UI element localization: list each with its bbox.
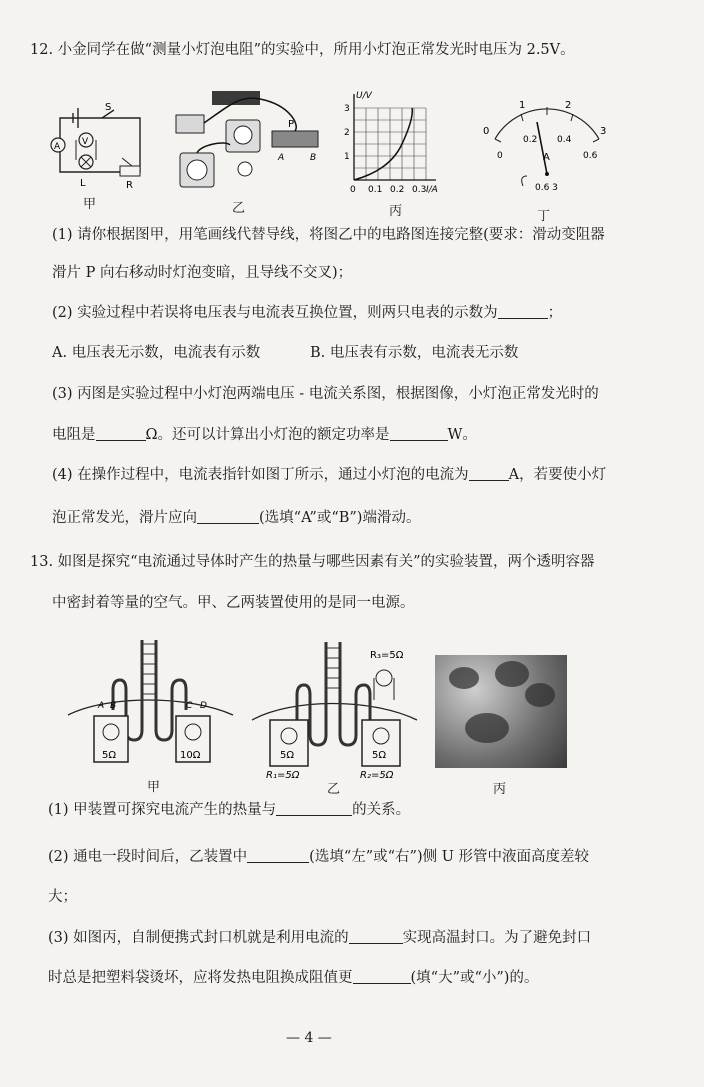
q12-option-a: A. 电压表无示数，电流表有示数	[52, 345, 261, 361]
sealer-photo	[435, 655, 567, 768]
svg-text:0: 0	[497, 151, 503, 161]
svg-text:0.1: 0.1	[368, 185, 383, 195]
q13-part2	[48, 847, 589, 867]
svg-text:A: A	[98, 701, 105, 711]
q12-option-b: B. 电压表有示数，电流表无示数	[310, 345, 519, 361]
svg-text:U/V: U/V	[356, 91, 372, 101]
q12-part2-blank[interactable]	[498, 303, 548, 319]
q12-circuit-diagram	[40, 100, 150, 190]
svg-text:3: 3	[600, 126, 607, 137]
svg-text:0.6: 0.6	[583, 151, 598, 161]
page-number: — 4 —	[286, 1030, 332, 1046]
q12-part3-text-b: Ω。还可以计算出小灯泡的额定功率是	[145, 427, 390, 443]
q13-fig-label-bing: 丙	[493, 782, 507, 797]
q13-intro-line1: 13. 如图是探究“电流通过导体时产生的热量与哪些因素有关”的实验装置，两个透明容器	[30, 554, 595, 570]
q13-part2-text-a: (2) 通电一段时间后，乙装置中	[48, 849, 248, 865]
fig-label-ding: 丁	[537, 209, 551, 224]
q13-part2-text-b: (选填“左”或“右”)侧 U 形管中液面高度差较	[309, 849, 590, 865]
svg-text:2: 2	[344, 128, 350, 138]
q12-part4-text-d: (选填“A”或“B”)端滑动。	[259, 510, 421, 526]
svg-text:0.2: 0.2	[390, 185, 405, 195]
q12-ammeter-dial	[475, 94, 615, 204]
q13-part3-text-b: 实现高温封口。为了避免封口	[402, 930, 592, 946]
svg-text:0.2: 0.2	[523, 135, 538, 145]
svg-text:1: 1	[519, 100, 526, 111]
q12-part2-tail: ；	[547, 305, 563, 321]
q13-fig-label-jia: 甲	[147, 780, 161, 795]
q13-part3-line1	[48, 928, 591, 948]
svg-text:D: D	[200, 701, 207, 711]
fig-label-yi: 乙	[232, 201, 246, 216]
svg-text:1: 1	[344, 152, 350, 162]
q12-slide-blank[interactable]	[197, 508, 259, 524]
q12-ui-graph	[340, 88, 450, 198]
q13-part3-text-d: (填“大”或“小”)的。	[410, 970, 539, 986]
q13-size-blank[interactable]	[353, 968, 411, 984]
svg-text:5Ω: 5Ω	[102, 750, 117, 761]
svg-text:B: B	[110, 701, 117, 711]
svg-text:R₁=5Ω: R₁=5Ω	[266, 770, 300, 781]
q12-part4-line1	[52, 465, 606, 485]
svg-text:5Ω: 5Ω	[280, 750, 295, 761]
q12-part4-line2	[52, 508, 420, 528]
q13-factor-blank[interactable]	[276, 800, 352, 816]
q12-part3-line1: (3) 丙图是实验过程中小灯泡两端电压 - 电流关系图，根据图像，小灯泡正常发光时的	[52, 386, 599, 402]
svg-text:R₃=5Ω: R₃=5Ω	[370, 650, 404, 661]
svg-text:0: 0	[483, 126, 490, 137]
svg-text:3: 3	[344, 104, 350, 114]
q12-part3-text-a: 电阻是	[52, 427, 96, 443]
q13-apparatus-yi	[252, 640, 422, 785]
q13-part1-text-b: 的关系。	[352, 802, 411, 818]
q13-part1-text-a: (1) 甲装置可探究电流产生的热量与	[48, 802, 277, 818]
q12-current-blank[interactable]	[469, 465, 509, 481]
q12-intro: 12. 小金同学在做“测量小灯泡电阻”的实验中，所用小灯泡正常发光时电压为 2.5V。	[30, 42, 575, 58]
svg-text:R₂=5Ω: R₂=5Ω	[360, 770, 394, 781]
q12-part2-text: (2) 实验过程中若误将电压表与电流表互换位置，则两只电表的示数为	[52, 305, 498, 321]
svg-text:2: 2	[565, 100, 572, 111]
svg-text:10Ω: 10Ω	[180, 750, 201, 761]
fig-label-bing: 丙	[389, 204, 403, 219]
svg-text:S: S	[105, 102, 112, 113]
q13-intro-line2: 中密封着等量的空气。甲、乙两装置使用的是同一电源。	[52, 595, 415, 611]
svg-text:A: A	[278, 153, 285, 163]
svg-text:0.6 3: 0.6 3	[535, 183, 558, 193]
svg-text:A: A	[54, 142, 61, 152]
svg-text:0.3: 0.3	[412, 185, 427, 195]
fig-label-jia: 甲	[83, 197, 97, 212]
q13-part3-text-a: (3) 如图丙，自制便携式封口机就是利用电流的	[48, 930, 349, 946]
svg-text:P: P	[288, 119, 295, 130]
q12-part4-text-a: (4) 在操作过程中，电流表指针如图丁所示，通过小灯泡的电流为	[52, 467, 469, 483]
svg-text:V: V	[82, 137, 89, 147]
q12-power-blank[interactable]	[390, 425, 448, 441]
q12-part2	[52, 303, 562, 323]
svg-text:0: 0	[350, 185, 356, 195]
svg-text:C: C	[186, 701, 193, 711]
q12-part1-line1: (1) 请你根据图甲，用笔画线代替导线，将图乙中的电路图连接完整(要求：滑动变阻器	[52, 227, 605, 243]
q12-resistance-blank[interactable]	[96, 425, 146, 441]
q12-part3-text-c: W。	[447, 427, 477, 443]
svg-text:5Ω: 5Ω	[372, 750, 387, 761]
q13-part1	[48, 800, 410, 820]
q13-apparatus-jia	[68, 630, 238, 770]
q12-part1-line2: 滑片 P 向右移动时灯泡变暗，且导线不交叉)；	[52, 265, 353, 281]
q13-effect-blank[interactable]	[349, 928, 403, 944]
q12-part4-text-c: 泡正常发光，滑片应向	[52, 510, 197, 526]
q13-fig-label-yi: 乙	[327, 782, 341, 797]
q13-part2-cont: 大；	[48, 889, 77, 905]
q12-part4-text-b: A，若要使小灯	[508, 467, 607, 483]
svg-text:0.4: 0.4	[557, 135, 572, 145]
q13-side-blank[interactable]	[247, 847, 309, 863]
svg-text:B: B	[310, 153, 317, 163]
q13-part3-line2	[48, 968, 538, 988]
svg-text:R: R	[126, 180, 133, 191]
q12-apparatus-figure	[170, 85, 330, 195]
svg-text:I/A: I/A	[426, 185, 438, 195]
svg-text:L: L	[80, 178, 86, 189]
svg-text:A: A	[543, 152, 550, 163]
q13-part3-text-c: 时总是把塑料袋烫坏，应将发热电阻换成阻值更	[48, 970, 353, 986]
q12-part3-line2	[52, 425, 477, 445]
